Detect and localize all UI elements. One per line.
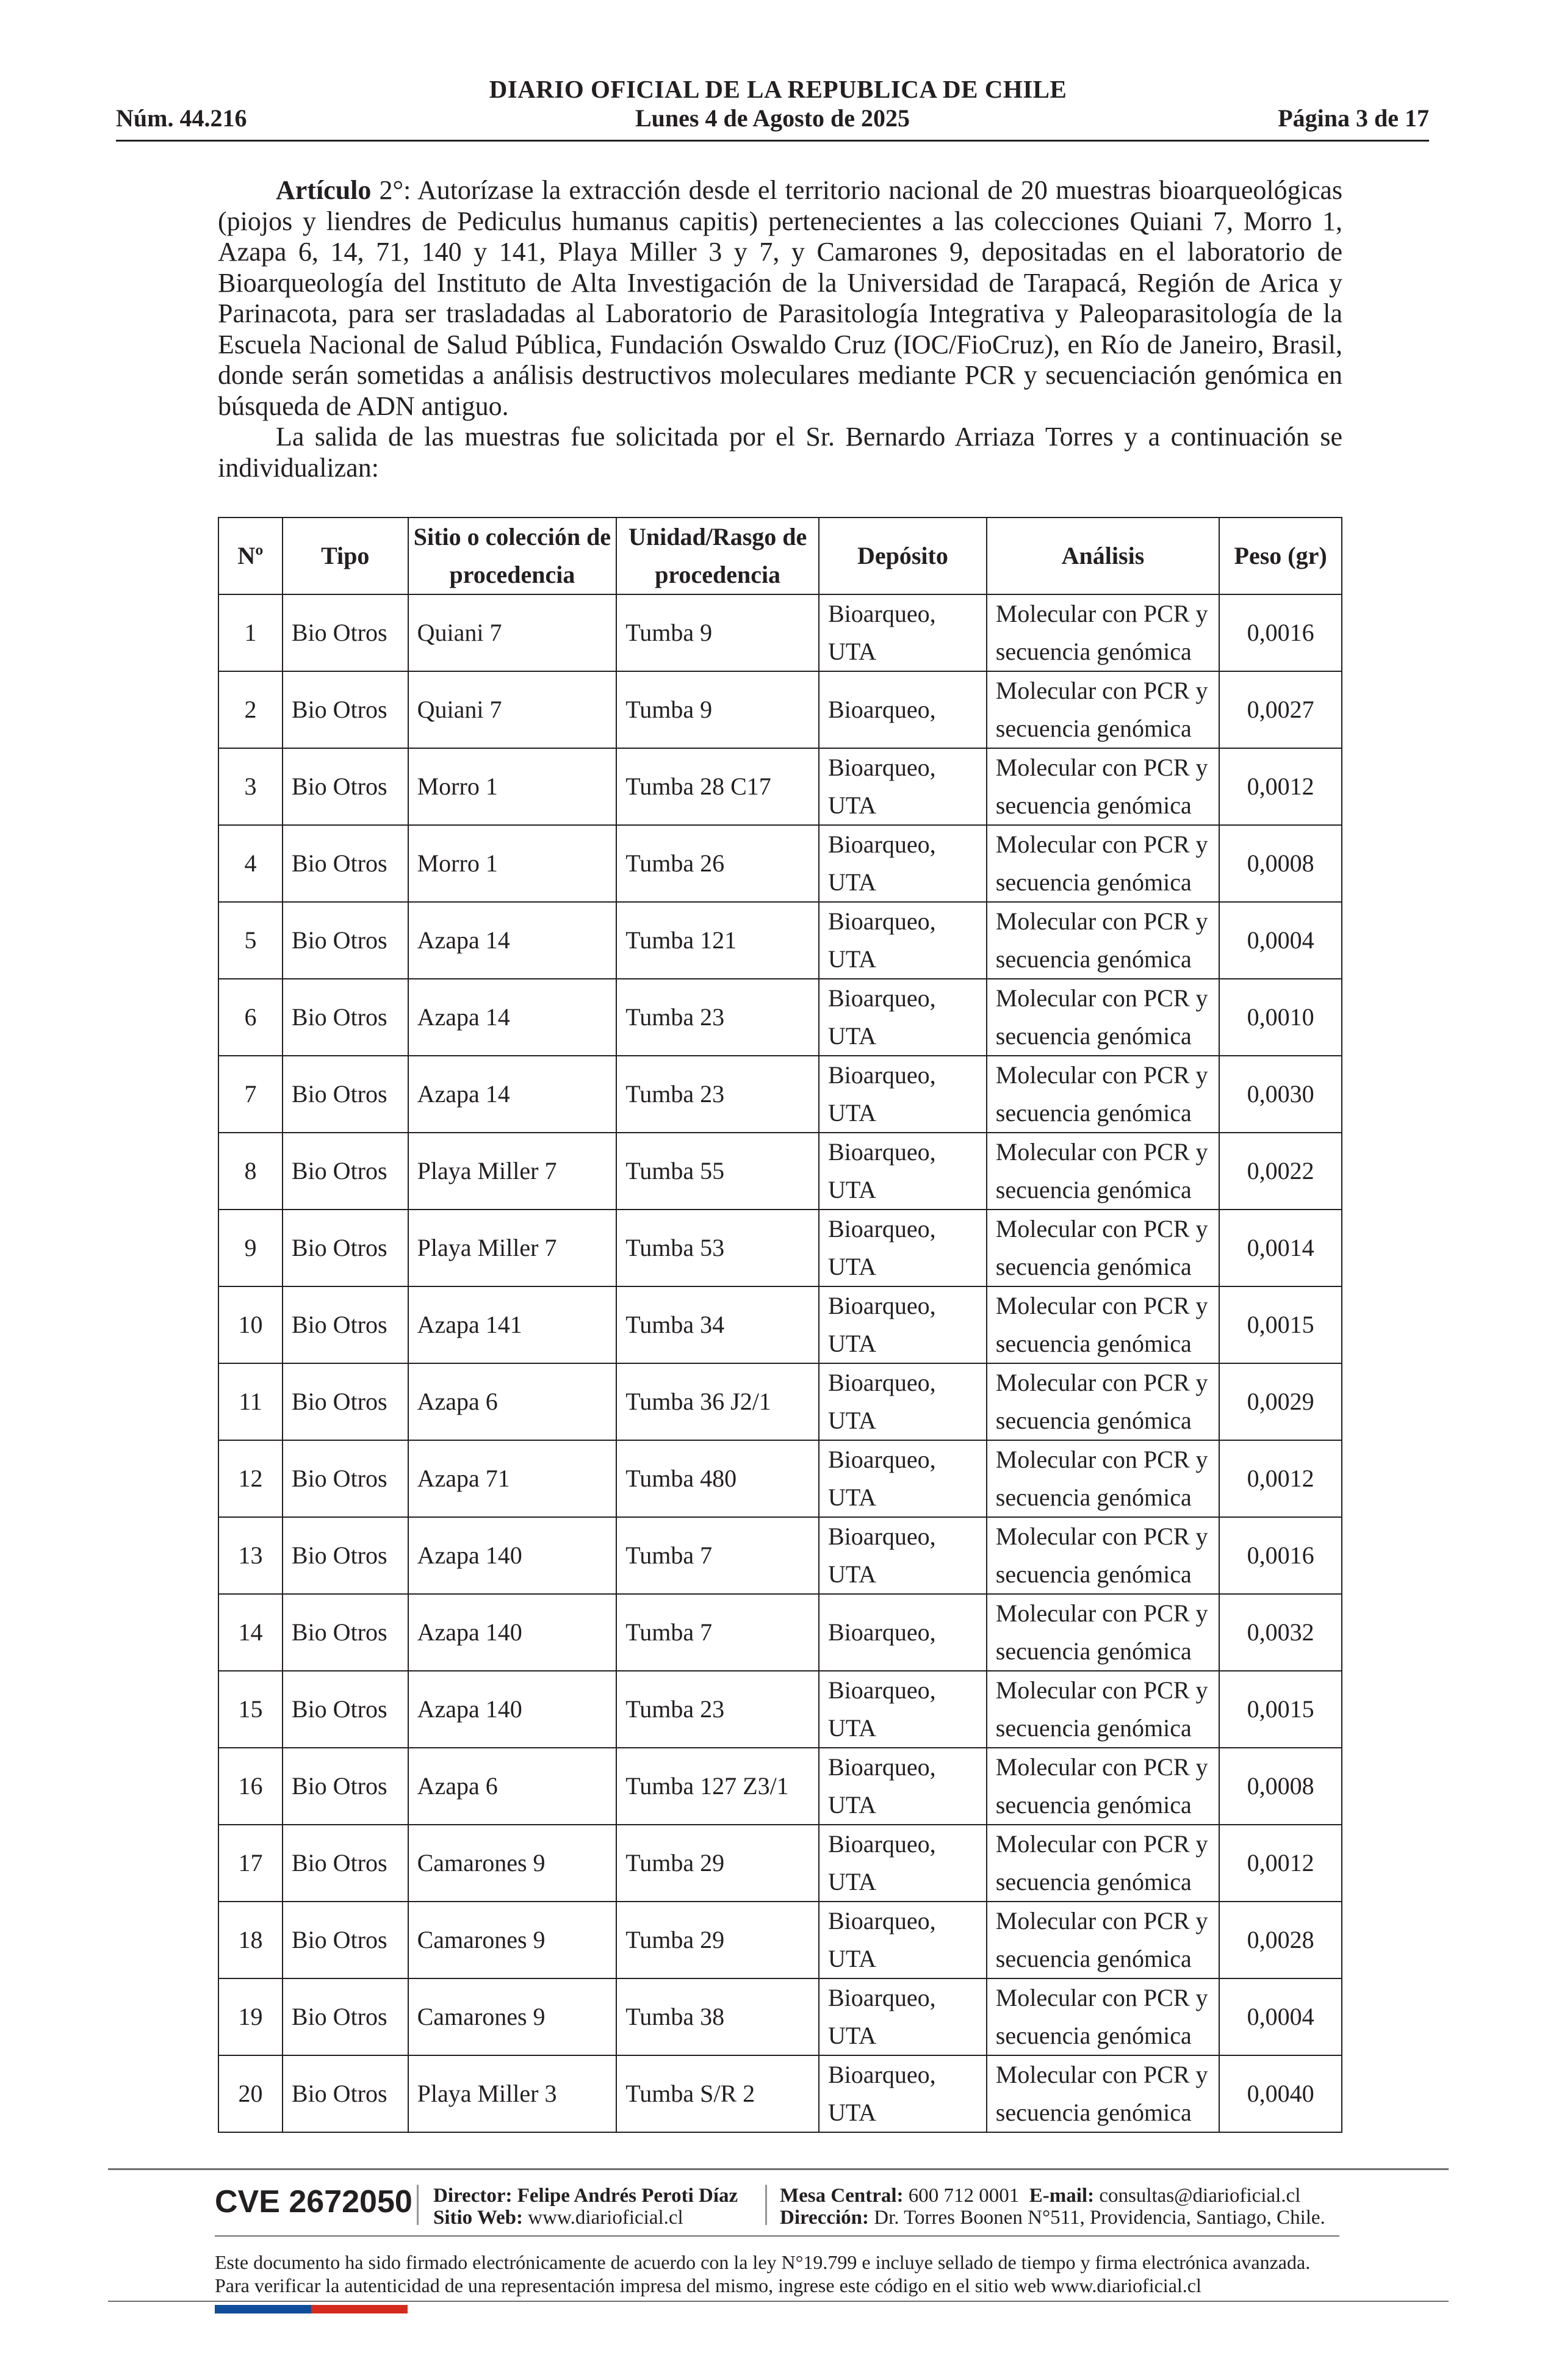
article-body bbox=[218, 175, 1342, 483]
cell-unidad: Tumba 38 bbox=[616, 1978, 819, 2055]
table-row bbox=[218, 748, 1342, 825]
cell-unidad: Tumba 26 bbox=[616, 825, 819, 902]
cell-num: 1 bbox=[218, 594, 283, 671]
cell-sitio: Playa Miller 7 bbox=[408, 1210, 617, 1286]
cell-analisis: Molecular con PCR y secuencia genómica bbox=[987, 902, 1219, 979]
flag-stripe-red bbox=[311, 2305, 408, 2313]
cell-tipo: Bio Otros bbox=[283, 748, 408, 825]
table-row bbox=[218, 1363, 1342, 1440]
table-row bbox=[218, 1594, 1342, 1671]
cell-num: 13 bbox=[218, 1517, 283, 1594]
cell-unidad: Tumba 29 bbox=[616, 1902, 819, 1978]
table-row bbox=[218, 1978, 1342, 2055]
cell-num: 18 bbox=[218, 1902, 283, 1978]
cell-num: 6 bbox=[218, 979, 283, 1056]
page-number: Página 3 de 17 bbox=[1278, 104, 1429, 132]
table-row bbox=[218, 902, 1342, 979]
table-body bbox=[218, 594, 1342, 2132]
mesa-value: 600 712 0001 bbox=[908, 2185, 1020, 2207]
cell-tipo: Bio Otros bbox=[283, 2055, 408, 2132]
table-row bbox=[218, 825, 1342, 902]
cell-num: 11 bbox=[218, 1363, 283, 1440]
cell-sitio: Camarones 9 bbox=[408, 1902, 617, 1978]
cell-peso: 0,0004 bbox=[1219, 1978, 1342, 2055]
cell-peso: 0,0015 bbox=[1219, 1671, 1342, 1748]
cell-tipo: Bio Otros bbox=[283, 902, 408, 979]
cell-deposito: Bioarqueo, UTA bbox=[819, 748, 987, 825]
cell-tipo: Bio Otros bbox=[283, 1056, 408, 1133]
cell-peso: 0,0028 bbox=[1219, 1902, 1342, 1978]
cell-sitio: Azapa 6 bbox=[408, 1363, 617, 1440]
cell-analisis: Molecular con PCR y secuencia genómica bbox=[987, 1286, 1219, 1363]
table-row bbox=[218, 1440, 1342, 1517]
cell-analisis: Molecular con PCR y secuencia genómica bbox=[987, 1517, 1219, 1594]
cell-tipo: Bio Otros bbox=[283, 1748, 408, 1825]
cell-num: 3 bbox=[218, 748, 283, 825]
table-row bbox=[218, 1210, 1342, 1286]
cell-analisis: Molecular con PCR y secuencia genómica bbox=[987, 2055, 1219, 2132]
cell-tipo: Bio Otros bbox=[283, 1286, 408, 1363]
table-header-row bbox=[218, 517, 1342, 594]
footer-separator bbox=[765, 2185, 767, 2225]
cell-sitio: Morro 1 bbox=[408, 748, 617, 825]
cell-analisis: Molecular con PCR y secuencia genómica bbox=[987, 1363, 1219, 1440]
table-row bbox=[218, 1286, 1342, 1363]
cell-deposito: Bioarqueo, UTA bbox=[819, 1056, 987, 1133]
cell-analisis: Molecular con PCR y secuencia genómica bbox=[987, 1133, 1219, 1210]
cell-unidad: Tumba 55 bbox=[616, 1133, 819, 1210]
cell-tipo: Bio Otros bbox=[283, 1210, 408, 1286]
cell-unidad: Tumba 9 bbox=[616, 671, 819, 748]
cell-deposito: Bioarqueo, bbox=[819, 671, 987, 748]
cell-deposito: Bioarqueo, UTA bbox=[819, 825, 987, 902]
article-paragraph-1 bbox=[218, 175, 1342, 422]
table-row bbox=[218, 979, 1342, 1056]
cell-deposito: Bioarqueo, UTA bbox=[819, 1440, 987, 1517]
cell-peso: 0,0008 bbox=[1219, 1748, 1342, 1825]
cell-deposito: Bioarqueo, UTA bbox=[819, 1671, 987, 1748]
cell-unidad: Tumba 127 Z3/1 bbox=[616, 1748, 819, 1825]
cell-tipo: Bio Otros bbox=[283, 979, 408, 1056]
table-row bbox=[218, 1902, 1342, 1978]
cell-tipo: Bio Otros bbox=[283, 1978, 408, 2055]
cell-unidad: Tumba S/R 2 bbox=[616, 2055, 819, 2132]
header-sitio: Sitio o colección de procedencia bbox=[408, 517, 617, 594]
cell-sitio: Camarones 9 bbox=[408, 1978, 617, 2055]
article-label: Artículo bbox=[276, 175, 372, 205]
cell-num: 20 bbox=[218, 2055, 283, 2132]
footer-contact-block bbox=[780, 2185, 1325, 2229]
table-row bbox=[218, 2055, 1342, 2132]
cell-num: 5 bbox=[218, 902, 283, 979]
cell-sitio: Azapa 14 bbox=[408, 1056, 617, 1133]
header-peso: Peso (gr) bbox=[1219, 517, 1342, 594]
table-row bbox=[218, 1517, 1342, 1594]
cve-code: CVE 2672050 bbox=[215, 2184, 412, 2220]
cell-peso: 0,0032 bbox=[1219, 1594, 1342, 1671]
email-link[interactable]: consultas@diarioficial.cl bbox=[1099, 2185, 1301, 2207]
cell-num: 8 bbox=[218, 1133, 283, 1210]
cell-unidad: Tumba 7 bbox=[616, 1594, 819, 1671]
header-analisis: Análisis bbox=[987, 517, 1219, 594]
cell-sitio: Morro 1 bbox=[408, 825, 617, 902]
header-deposito: Depósito bbox=[819, 517, 987, 594]
cell-sitio: Azapa 141 bbox=[408, 1286, 617, 1363]
cell-unidad: Tumba 480 bbox=[616, 1440, 819, 1517]
table-row bbox=[218, 1056, 1342, 1133]
article-text: 2°: Autorízase la extracción desde el territorio nacional de 20 muestras bioarqueológicas (piojos y liendres de Pediculus humanus capitis) pertenecientes a las colecciones Quiani 7, Morro 1, Azapa 6, 14, 71, 140 y 141, Playa Miller 3 y 7, y Camarones 9, depositadas en el laboratorio de Bioarqueología del Instituto de Alta Investigación de la Universidad de Tarapacá, Región de Arica y Parinacota, para ser trasladadas al Laboratorio de Parasitología Integrativa y Paleoparasitología de la Escuela Nacional de Salud Pública, Fundación Oswaldo Cruz (IOC/FioCruz), en Río de Janeiro, Brasil, donde serán sometidas a análisis destructivos moleculares mediante PCR y secuenciación genómica en búsqueda de ADN antiguo. bbox=[218, 175, 1342, 421]
footer-divider-mid bbox=[215, 2235, 1339, 2237]
cell-analisis: Molecular con PCR y secuencia genómica bbox=[987, 979, 1219, 1056]
cell-sitio: Azapa 140 bbox=[408, 1671, 617, 1748]
cell-sitio: Camarones 9 bbox=[408, 1825, 617, 1902]
cell-analisis: Molecular con PCR y secuencia genómica bbox=[987, 1594, 1219, 1671]
cell-peso: 0,0014 bbox=[1219, 1210, 1342, 1286]
cell-num: 15 bbox=[218, 1671, 283, 1748]
cell-sitio: Azapa 71 bbox=[408, 1440, 617, 1517]
cell-num: 7 bbox=[218, 1056, 283, 1133]
cell-peso: 0,0012 bbox=[1219, 1825, 1342, 1902]
cell-tipo: Bio Otros bbox=[283, 1440, 408, 1517]
cell-peso: 0,0022 bbox=[1219, 1133, 1342, 1210]
cell-peso: 0,0015 bbox=[1219, 1286, 1342, 1363]
cell-num: 14 bbox=[218, 1594, 283, 1671]
cell-tipo: Bio Otros bbox=[283, 825, 408, 902]
cell-peso: 0,0027 bbox=[1219, 671, 1342, 748]
cell-analisis: Molecular con PCR y secuencia genómica bbox=[987, 594, 1219, 671]
cell-deposito: Bioarqueo, UTA bbox=[819, 1517, 987, 1594]
cell-tipo: Bio Otros bbox=[283, 1594, 408, 1671]
cell-unidad: Tumba 9 bbox=[616, 594, 819, 671]
cell-deposito: Bioarqueo, UTA bbox=[819, 1978, 987, 2055]
cell-unidad: Tumba 121 bbox=[616, 902, 819, 979]
director-label: Director: bbox=[433, 2185, 513, 2207]
cell-tipo: Bio Otros bbox=[283, 594, 408, 671]
cell-tipo: Bio Otros bbox=[283, 1363, 408, 1440]
cell-analisis: Molecular con PCR y secuencia genómica bbox=[987, 1825, 1219, 1902]
cell-sitio: Azapa 140 bbox=[408, 1594, 617, 1671]
table-row bbox=[218, 594, 1342, 671]
cell-analisis: Molecular con PCR y secuencia genómica bbox=[987, 1902, 1219, 1978]
cell-sitio: Playa Miller 7 bbox=[408, 1133, 617, 1210]
cell-deposito: Bioarqueo, UTA bbox=[819, 594, 987, 671]
cell-num: 19 bbox=[218, 1978, 283, 2055]
footer-divider-bottom bbox=[108, 2301, 1449, 2302]
email-label: E-mail: bbox=[1029, 2185, 1095, 2207]
director-name: Felipe Andrés Peroti Díaz bbox=[517, 2185, 738, 2207]
cell-peso: 0,0040 bbox=[1219, 2055, 1342, 2132]
web-label: Sitio Web: bbox=[433, 2207, 524, 2229]
cell-num: 17 bbox=[218, 1825, 283, 1902]
cell-sitio: Azapa 6 bbox=[408, 1748, 617, 1825]
cell-analisis: Molecular con PCR y secuencia genómica bbox=[987, 671, 1219, 748]
table-row bbox=[218, 1748, 1342, 1825]
cell-tipo: Bio Otros bbox=[283, 1133, 408, 1210]
cell-sitio: Azapa 14 bbox=[408, 902, 617, 979]
cell-deposito: Bioarqueo, UTA bbox=[819, 2055, 987, 2132]
cell-analisis: Molecular con PCR y secuencia genómica bbox=[987, 748, 1219, 825]
table-row bbox=[218, 1671, 1342, 1748]
cell-analisis: Molecular con PCR y secuencia genómica bbox=[987, 1210, 1219, 1286]
cell-num: 12 bbox=[218, 1440, 283, 1517]
footer-separator bbox=[417, 2185, 419, 2225]
cell-num: 2 bbox=[218, 671, 283, 748]
cell-unidad: Tumba 53 bbox=[616, 1210, 819, 1286]
header-num: Nº bbox=[218, 517, 283, 594]
cell-unidad: Tumba 7 bbox=[616, 1517, 819, 1594]
cell-unidad: Tumba 23 bbox=[616, 1056, 819, 1133]
cell-peso: 0,0030 bbox=[1219, 1056, 1342, 1133]
cell-unidad: Tumba 23 bbox=[616, 1671, 819, 1748]
cell-deposito: Bioarqueo, UTA bbox=[819, 902, 987, 979]
cell-unidad: Tumba 34 bbox=[616, 1286, 819, 1363]
cell-num: 10 bbox=[218, 1286, 283, 1363]
cell-deposito: Bioarqueo, UTA bbox=[819, 1210, 987, 1286]
table-row bbox=[218, 1133, 1342, 1210]
cell-tipo: Bio Otros bbox=[283, 1671, 408, 1748]
cell-sitio: Quiani 7 bbox=[408, 594, 617, 671]
cell-peso: 0,0010 bbox=[1219, 979, 1342, 1056]
cell-unidad: Tumba 28 C17 bbox=[616, 748, 819, 825]
legal-notice: Este documento ha sido firmado electrónicamente de acuerdo con la ley N°19.799 e incluye sellado de tiempo y firma electrónica avanzada. Para verificar la autenticidad de una representación impresa del mismo, ingrese este código en el sitio web www.diarioficial.cl bbox=[215, 2251, 1311, 2296]
cell-num: 9 bbox=[218, 1210, 283, 1286]
cell-num: 4 bbox=[218, 825, 283, 902]
cell-peso: 0,0012 bbox=[1219, 748, 1342, 825]
header-unidad: Unidad/Rasgo de procedencia bbox=[616, 517, 819, 594]
cell-deposito: Bioarqueo, UTA bbox=[819, 1286, 987, 1363]
cell-unidad: Tumba 23 bbox=[616, 979, 819, 1056]
cell-num: 16 bbox=[218, 1748, 283, 1825]
cell-peso: 0,0004 bbox=[1219, 902, 1342, 979]
cell-analisis: Molecular con PCR y secuencia genómica bbox=[987, 1056, 1219, 1133]
footer-director-block bbox=[433, 2185, 738, 2229]
article-paragraph-2: La salida de las muestras fue solicitada por el Sr. Bernardo Arriaza Torres y a continuación se individualizan: bbox=[218, 422, 1342, 483]
issue-date: Lunes 4 de Agosto de 2025 bbox=[635, 104, 910, 132]
flag-stripe-blue bbox=[215, 2305, 311, 2313]
web-link[interactable]: www.diarioficial.cl bbox=[528, 2207, 683, 2229]
table-row bbox=[218, 1825, 1342, 1902]
cell-sitio: Azapa 140 bbox=[408, 1517, 617, 1594]
cell-peso: 0,0016 bbox=[1219, 1517, 1342, 1594]
cell-deposito: Bioarqueo, UTA bbox=[819, 1133, 987, 1210]
cell-unidad: Tumba 36 J2/1 bbox=[616, 1363, 819, 1440]
cell-peso: 0,0012 bbox=[1219, 1440, 1342, 1517]
cell-tipo: Bio Otros bbox=[283, 671, 408, 748]
direccion-label: Dirección: bbox=[780, 2207, 870, 2229]
footer-divider-top bbox=[108, 2168, 1449, 2170]
cell-sitio: Playa Miller 3 bbox=[408, 2055, 617, 2132]
mesa-label: Mesa Central: bbox=[780, 2185, 904, 2207]
cell-tipo: Bio Otros bbox=[283, 1517, 408, 1594]
cell-analisis: Molecular con PCR y secuencia genómica bbox=[987, 1440, 1219, 1517]
newspaper-title: DIARIO OFICIAL DE LA REPUBLICA DE CHILE bbox=[489, 75, 1067, 103]
cell-tipo: Bio Otros bbox=[283, 1902, 408, 1978]
cell-deposito: Bioarqueo, UTA bbox=[819, 1748, 987, 1825]
header-row bbox=[116, 104, 1429, 134]
cell-peso: 0,0029 bbox=[1219, 1363, 1342, 1440]
cell-analisis: Molecular con PCR y secuencia genómica bbox=[987, 1748, 1219, 1825]
table-row bbox=[218, 671, 1342, 748]
cell-deposito: Bioarqueo, UTA bbox=[819, 1902, 987, 1978]
cell-deposito: Bioarqueo, UTA bbox=[819, 1363, 987, 1440]
cell-unidad: Tumba 29 bbox=[616, 1825, 819, 1902]
cell-analisis: Molecular con PCR y secuencia genómica bbox=[987, 825, 1219, 902]
cell-deposito: Bioarqueo, UTA bbox=[819, 1825, 987, 1902]
cell-peso: 0,0008 bbox=[1219, 825, 1342, 902]
cell-analisis: Molecular con PCR y secuencia genómica bbox=[987, 1671, 1219, 1748]
issue-number: Núm. 44.216 bbox=[116, 104, 247, 132]
header-tipo: Tipo bbox=[283, 517, 408, 594]
cell-sitio: Azapa 14 bbox=[408, 979, 617, 1056]
header-divider bbox=[116, 140, 1429, 142]
samples-table bbox=[218, 517, 1342, 2133]
cell-deposito: Bioarqueo, bbox=[819, 1594, 987, 1671]
direccion-value: Dr. Torres Boonen N°511, Providencia, Santiago, Chile. bbox=[874, 2207, 1325, 2229]
cell-peso: 0,0016 bbox=[1219, 594, 1342, 671]
cell-deposito: Bioarqueo, UTA bbox=[819, 979, 987, 1056]
cell-analisis: Molecular con PCR y secuencia genómica bbox=[987, 1978, 1219, 2055]
cell-sitio: Quiani 7 bbox=[408, 671, 617, 748]
cell-tipo: Bio Otros bbox=[283, 1825, 408, 1902]
